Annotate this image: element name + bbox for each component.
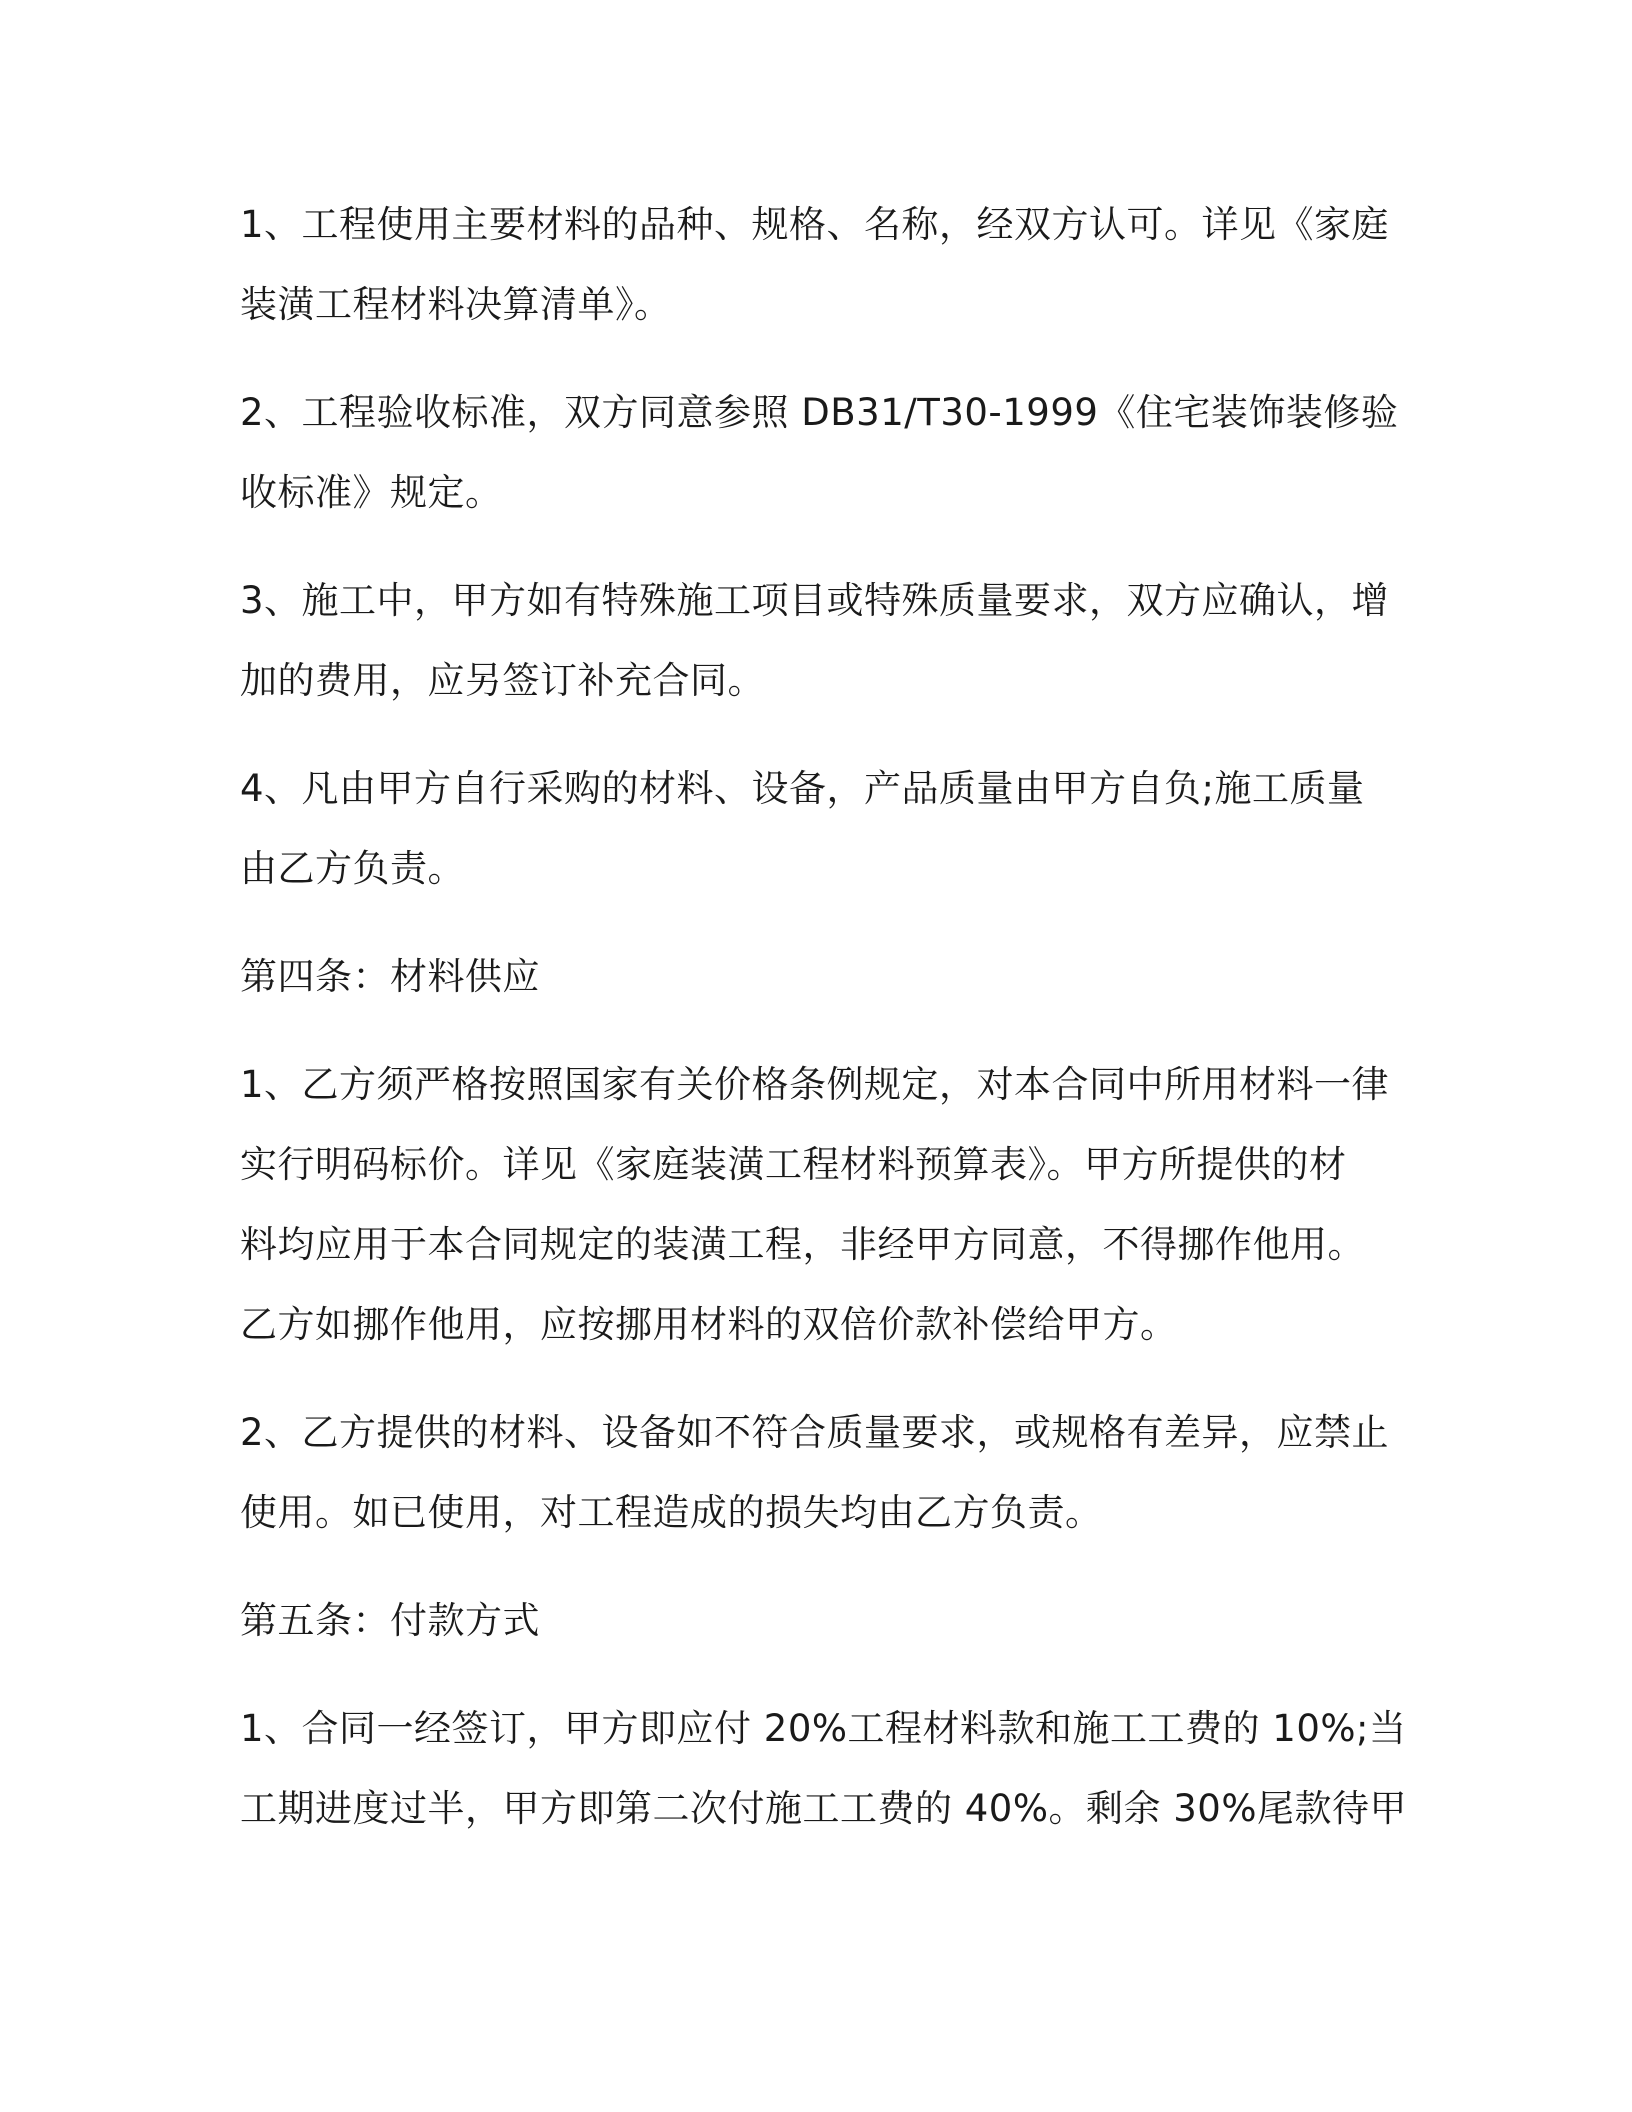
clause-4-2 [240,1393,1390,1553]
text-line: 装潢工程材料决算清单》。 [240,283,672,326]
text-line: 料均应用于本合同规定的装潢工程，非经甲方同意，不得挪作他用。 [240,1223,1365,1266]
clause-3-1 [240,185,1390,345]
text-line: 1、乙方须严格按照国家有关价格条例规定，对本合同中所用材料一律 [240,1063,1390,1106]
clause-3-2 [240,373,1399,533]
clause-5-1 [240,1689,1407,1849]
article-4-heading: 第四条：材料供应 [240,955,540,998]
text-line: 3、施工中，甲方如有特殊施工项目或特殊质量要求，双方应确认，增 [240,579,1390,622]
text-line: 加的费用，应另签订补充合同。 [240,659,765,702]
article-5-heading: 第五条：付款方式 [240,1599,540,1642]
text-line: 由乙方负责。 [240,847,465,890]
text-line: 2、工程验收标准，双方同意参照 DB31/T30-1999《住宅装饰装修验 [240,391,1399,434]
clause-3-3 [240,561,1390,721]
text-line: 工期进度过半，甲方即第二次付施工工费的 40%。剩余 30%尾款待甲 [240,1787,1407,1830]
text-line: 2、乙方提供的材料、设备如不符合质量要求，或规格有差异，应禁止 [240,1411,1390,1454]
text-line: 1、工程使用主要材料的品种、规格、名称，经双方认可。详见《家庭 [240,203,1390,246]
document-page [240,185,1407,1877]
text-line: 使用。如已使用，对工程造成的损失均由乙方负责。 [240,1491,1103,1534]
text-line: 收标准》规定。 [240,471,503,514]
clause-4-1 [240,1045,1390,1365]
text-line: 实行明码标价。详见《家庭装潢工程材料预算表》。甲方所提供的材 [240,1143,1347,1186]
text-line: 乙方如挪作他用，应按挪用材料的双倍价款补偿给甲方。 [240,1303,1178,1346]
text-line: 4、凡由甲方自行采购的材料、设备，产品质量由甲方自负;施工质量 [240,767,1365,810]
text-line: 1、合同一经签订，甲方即应付 20%工程材料款和施工工费的 10%;当 [240,1707,1407,1750]
clause-3-4 [240,749,1380,909]
